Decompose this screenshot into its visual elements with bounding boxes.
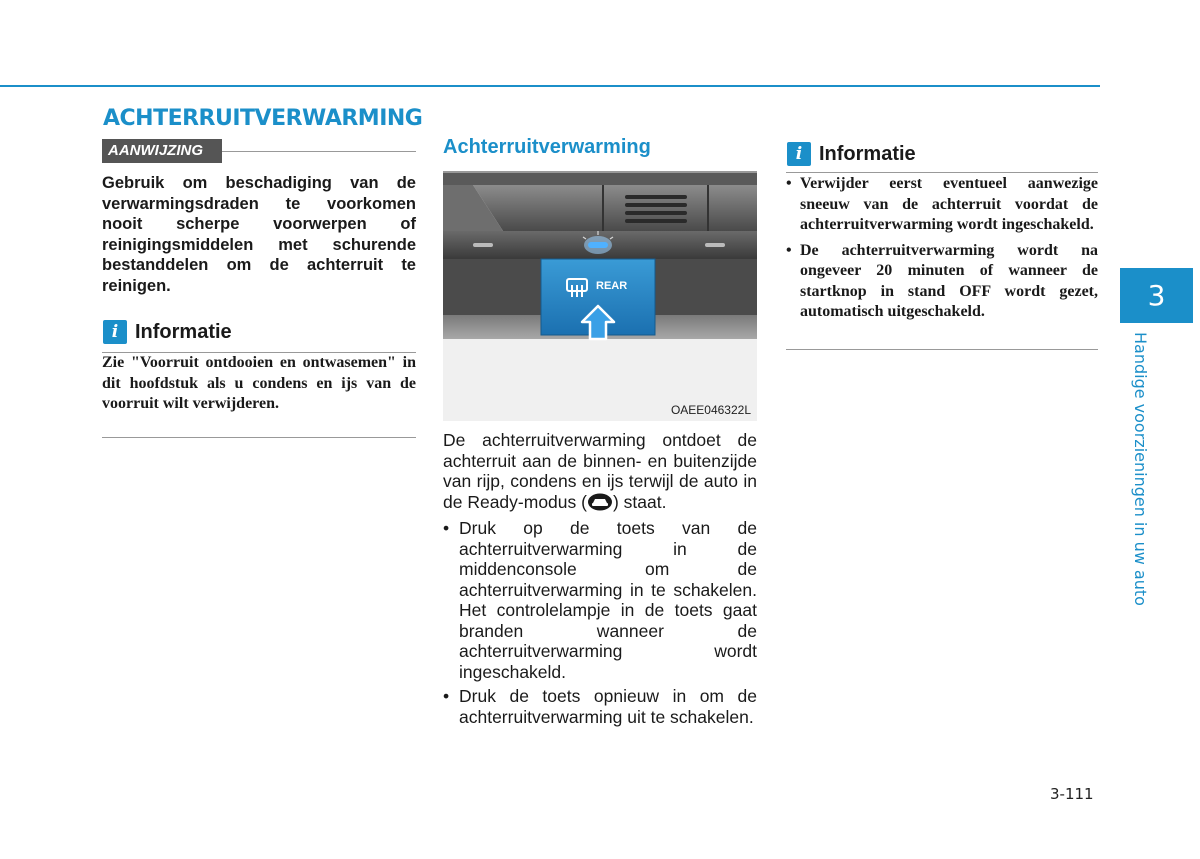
section-title: ACHTERRUITVERWARMING [103,106,423,131]
bullet-icon: • [443,686,450,706]
info-text: Zie "Voorruit ontdooien en ontwasemen" in dit hoofdstuk als u condens en ijs van de voorruit wilt verwijderen. [102,354,416,412]
button-label: REAR [596,280,628,292]
info-rule-bottom [102,437,416,438]
bullet-text: Verwijder eerst eventueel aanwezige sneeuw van de achterruit voordat de achterruitverwarming wordt ingeschakeld. [800,175,1098,233]
info-header-left [103,320,232,344]
list-item [786,174,1098,236]
chapter-title: Handige voorzieningen in uw auto [1131,332,1150,606]
figure-code: OAEE046322L [670,403,751,417]
bullet-icon: • [443,518,450,538]
right-info-rule-bottom [786,349,1098,350]
right-info-list [786,174,1098,323]
bullet-text: Druk de toets opnieuw in om de achterruitverwarming uit te schakelen. [459,686,757,727]
page-number: 3-111 [1050,785,1094,803]
info-header-right [787,142,916,166]
subsection-title: Achterruitverwarming [443,136,651,158]
intro-paragraph [443,430,757,512]
notice-badge: AANWIJZING [102,139,222,163]
chapter-tab: 3 [1120,268,1193,323]
bullet-text: De achterruitverwarming wordt na ongeveer 20 minuten of wanneer de startknop in stand OFF wordt gezet, automatisch uitgeschakeld. [800,241,1098,320]
ready-car-icon [587,493,613,511]
right-info-rule-top [786,172,1098,173]
notice-text: Gebruik om beschadiging van de verwarmingsdraden te voorkomen nooit scherpe voorwerpen of reinigingsmiddelen met schurende bestanddelen om de achterruit te reinigen. [102,174,416,295]
bullet-text: Druk op de toets van de achterruitverwarming in de middenconsole om de achterruitverwarming in te schakelen. Het controlelampje in de toets gaat branden wanneer de achterruitverwarming wordt ingeschakeld. [459,518,757,682]
middle-body [443,430,757,727]
info-icon: i [103,320,127,344]
list-item [786,241,1098,323]
intro-text-before: De achterruitverwarming ontdoet de achterruit aan de binnen- en buitenzijde van rijp, condens en ijs terwijl de auto in de Ready-modus ( [443,430,757,512]
header-rule [0,85,1100,87]
console-illustration [443,173,757,421]
figure-rear-defrost-button [443,171,757,421]
bullet-icon: • [786,241,792,259]
info-title: Informatie [135,320,232,343]
notice-rule [222,151,416,152]
list-item [443,518,757,682]
info-title: Informatie [819,142,916,165]
bullet-icon: • [786,175,792,192]
list-item [443,686,757,727]
info-icon: i [787,142,811,166]
intro-text-after: ) staat. [612,491,667,512]
